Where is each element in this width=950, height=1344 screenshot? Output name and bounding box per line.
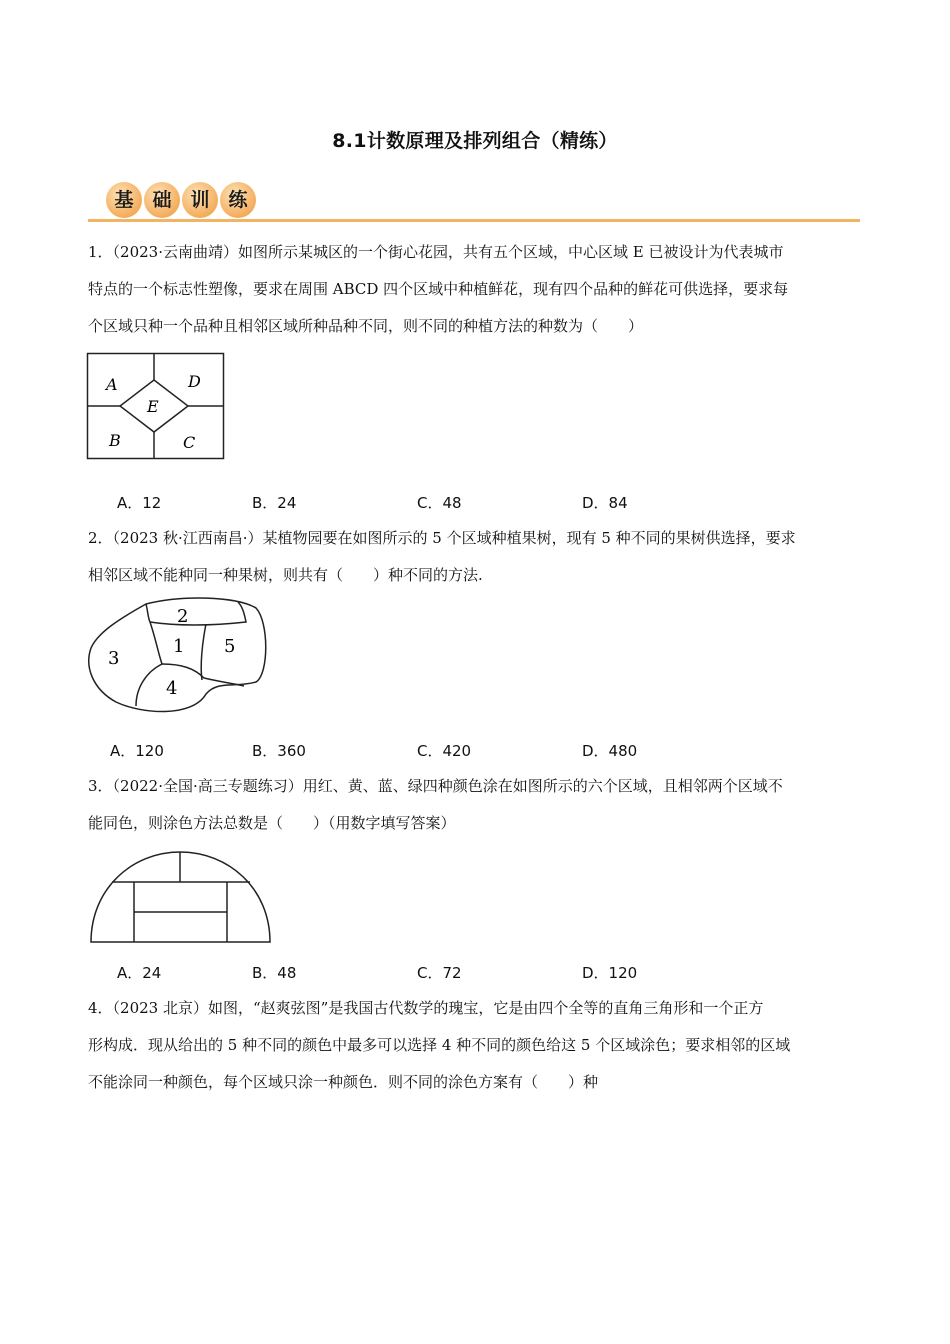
question-line: 1．（2023·云南曲靖）如图所示某城区的一个街心花园，共有五个区域，中心区域 E 已被设计为代表城市: [88, 243, 784, 261]
question-line: 个区域只种一个品种且相邻区域所种品种不同，则不同的种植方法的种数为（ ）: [88, 317, 644, 335]
option-a[interactable]: A．120: [110, 742, 164, 760]
region-label: 1: [173, 636, 185, 657]
region-label: C: [183, 433, 196, 452]
question-4: [88, 990, 863, 1101]
badge-char: 练: [220, 182, 256, 218]
option-d[interactable]: D．84: [582, 494, 628, 512]
question-2: [88, 520, 863, 594]
section-badge: [104, 178, 264, 224]
question-3: [88, 768, 863, 842]
section-divider: [88, 219, 860, 222]
figure-garden: [86, 352, 226, 462]
figure-semicircle: [88, 848, 274, 944]
question-1: [88, 234, 863, 345]
badge-char: 训: [182, 182, 218, 218]
option-c[interactable]: C．72: [417, 964, 462, 982]
question-line: 不能涂同一种颜色，每个区域只涂一种颜色．则不同的涂色方案有（ ）种: [88, 1073, 599, 1091]
badge-char: 础: [144, 182, 180, 218]
region-label: 5: [224, 636, 236, 657]
options-row: [88, 962, 863, 986]
question-line: 特点的一个标志性塑像，要求在周围 ABCD 四个区域中种植鲜花，现有四个品种的鲜花可供选择，要求每: [88, 280, 789, 298]
option-a[interactable]: A．24: [117, 964, 162, 982]
region-label: 3: [108, 648, 120, 669]
option-c[interactable]: C．420: [417, 742, 472, 760]
region-label: B: [109, 431, 121, 450]
question-line: 4．（2023 北京）如图，“赵爽弦图”是我国古代数学的瑰宝，它是由四个全等的直角三角形和一个正方: [88, 999, 764, 1017]
option-d[interactable]: D．120: [582, 964, 638, 982]
option-b[interactable]: B．24: [252, 494, 297, 512]
question-line: 相邻区域不能种同一种果树，则共有（ ）种不同的方法.: [88, 566, 483, 584]
figure-orchard: [86, 596, 270, 720]
option-b[interactable]: B．48: [252, 964, 297, 982]
option-c[interactable]: C．48: [417, 494, 462, 512]
question-line: 能同色，则涂色方法总数是（ ）（用数字填写答案）: [88, 814, 456, 832]
question-line: 2．（2023 秋·江西南昌·）某植物园要在如图所示的 5 个区域种植果树，现有 5 种不同的果树供选择，要求: [88, 529, 796, 547]
region-label: D: [188, 372, 201, 391]
options-row: [88, 492, 863, 516]
option-b[interactable]: B．360: [252, 742, 306, 760]
question-line: 形构成．现从给出的 5 种不同的颜色中最多可以选择 4 种不同的颜色给这 5 个区域涂色；要求相邻的区域: [88, 1036, 791, 1054]
region-label: 4: [166, 678, 178, 699]
region-label: A: [106, 375, 118, 394]
badge-char: 基: [106, 182, 142, 218]
option-a[interactable]: A．12: [117, 494, 162, 512]
region-label: E: [147, 397, 159, 416]
page-title: 8.1计数原理及排列组合（精练）: [332, 130, 618, 152]
options-row: [88, 740, 863, 764]
region-label: 2: [177, 606, 189, 627]
question-line: 3．（2022·全国·高三专题练习）用红、黄、蓝、绿四种颜色涂在如图所示的六个区域，且相邻两个区域不: [88, 777, 783, 795]
option-d[interactable]: D．480: [582, 742, 638, 760]
